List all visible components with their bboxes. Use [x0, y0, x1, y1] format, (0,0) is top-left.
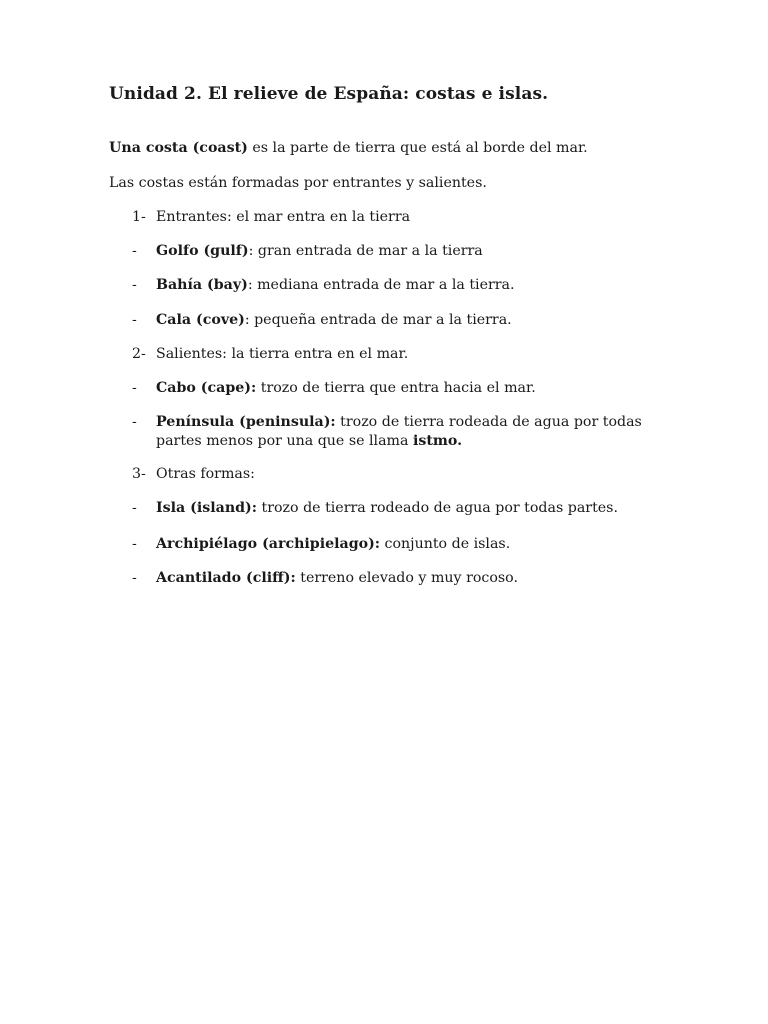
item-term: Cala (cove)	[156, 312, 245, 328]
list-dash: -	[132, 312, 137, 328]
section-heading: Salientes: la tierra entra en el mar.	[156, 346, 409, 362]
section-number: 2-	[132, 346, 146, 362]
list-dash: -	[132, 277, 137, 293]
intro-definition: es la parte de tierra que está al borde del mar.	[247, 140, 588, 156]
section-number: 1-	[132, 209, 146, 225]
item-definition: : gran entrada de mar a la tierra	[248, 243, 483, 259]
item-definition: conjunto de islas.	[380, 536, 511, 552]
list-item-continuation	[156, 432, 462, 451]
subintro-paragraph: Las costas están formadas por entrantes y salientes.	[109, 175, 487, 191]
continuation-text: partes menos por una que se llama	[156, 433, 413, 449]
list-dash: -	[132, 380, 137, 396]
list-item	[156, 311, 512, 330]
item-definition: : mediana entrada de mar a la tierra.	[247, 277, 515, 293]
list-item	[156, 499, 618, 518]
item-term: Bahía (bay)	[156, 277, 248, 293]
list-dash: -	[132, 570, 137, 586]
section-heading: Otras formas:	[156, 466, 255, 482]
list-item	[156, 379, 536, 398]
item-definition: trozo de tierra rodeado de agua por todas partes.	[257, 500, 618, 516]
list-dash: -	[132, 414, 137, 430]
item-term: Golfo (gulf)	[156, 243, 249, 259]
list-item	[156, 276, 515, 295]
item-term: Isla (island):	[156, 500, 258, 516]
list-dash: -	[132, 243, 137, 259]
item-term: Archipiélago (archipielago):	[156, 536, 381, 552]
item-definition: terreno elevado y muy rocoso.	[295, 570, 518, 586]
continuation-term: istmo.	[412, 433, 463, 449]
intro-term: Una costa (coast)	[109, 140, 248, 156]
list-item	[156, 535, 510, 554]
item-definition: : pequeña entrada de mar a la tierra.	[244, 312, 512, 328]
list-item	[156, 242, 483, 261]
item-definition: trozo de tierra rodeada de agua por todas	[335, 414, 642, 430]
section-heading: Entrantes: el mar entra en la tierra	[156, 209, 411, 225]
section-number: 3-	[132, 466, 146, 482]
item-definition: trozo de tierra que entra hacia el mar.	[256, 380, 536, 396]
list-item	[156, 569, 518, 588]
list-dash: -	[132, 500, 137, 516]
item-term: Acantilado (cliff):	[156, 570, 296, 586]
list-item	[156, 413, 642, 432]
item-term: Península (peninsula):	[156, 414, 336, 430]
list-dash: -	[132, 536, 137, 552]
item-term: Cabo (cape):	[156, 380, 257, 396]
intro-paragraph	[109, 140, 588, 156]
document-title: Unidad 2. El relieve de España: costas e islas.	[109, 84, 549, 104]
